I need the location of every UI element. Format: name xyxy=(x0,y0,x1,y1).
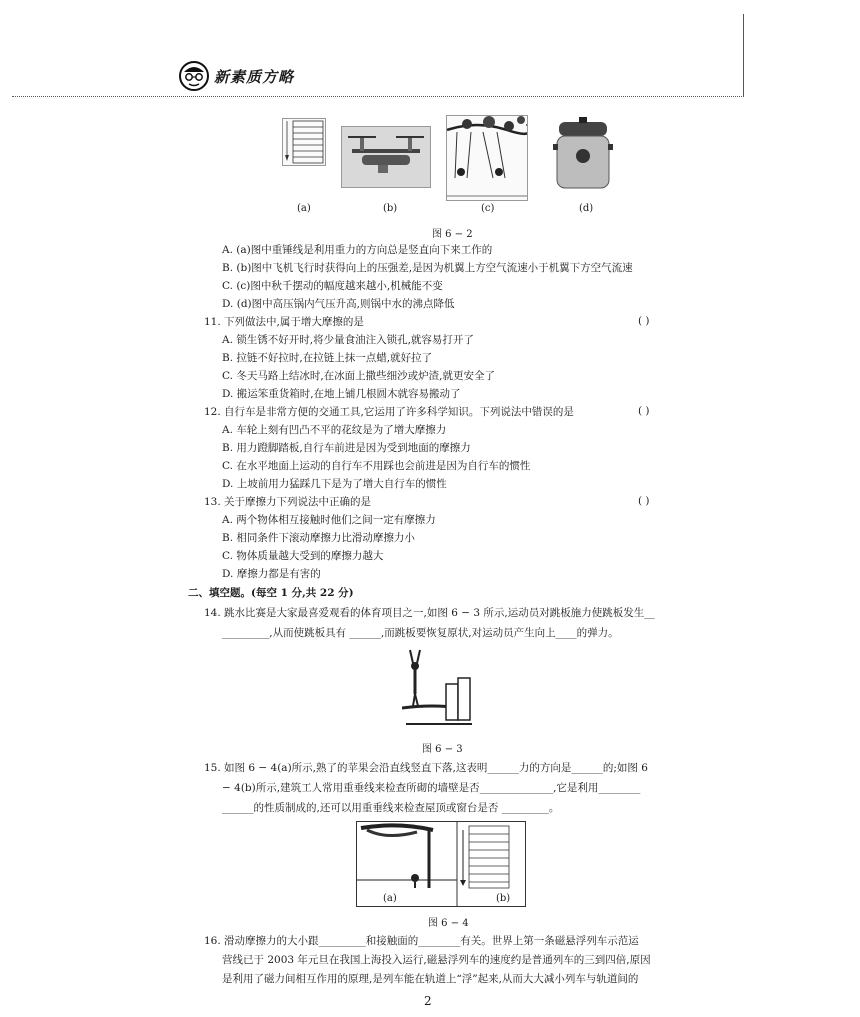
q12-answer-blank: ( ) xyxy=(638,405,650,417)
figure-6-2-a-image xyxy=(282,118,326,166)
q12-option-d: D. 上坡前用力猛踩几下是为了增大自行车的惯性 xyxy=(222,478,447,490)
q11-option-b: B. 拉链不好拉时,在拉链上抹一点蜡,就好拉了 xyxy=(222,352,433,364)
q12-option-b: B. 用力蹬脚踏板,自行车前进是因为受到地面的摩擦力 xyxy=(222,442,471,454)
q11-stem: 11. 下列做法中,属于增大摩擦的是 xyxy=(204,316,364,328)
q10-option-d: D. (d)图中高压锅内气压升高,则锅中水的沸点降低 xyxy=(222,298,455,310)
q15-line-2: − 4(b)所示,建筑工人常用重垂线来检查所砌的墙壁是否______________,它是利用________ xyxy=(222,782,641,794)
figure-6-2-caption: 图 6 − 2 xyxy=(432,229,473,240)
header-divider xyxy=(12,96,744,97)
q13-option-a: A. 两个物体相互接触时他们之间一定有摩擦力 xyxy=(222,514,436,526)
q11-option-d: D. 搬运笨重货箱时,在地上铺几根圆木就容易搬动了 xyxy=(222,388,461,400)
figure-6-4-label-b: (b) xyxy=(496,893,511,904)
brand-title: 新素质方略 xyxy=(214,67,295,86)
q12-option-a: A. 车轮上刻有凹凸不平的花纹是为了增大摩擦力 xyxy=(222,424,447,436)
figure-6-2-label-c: (c) xyxy=(481,203,495,214)
figure-6-3-image xyxy=(402,644,474,730)
figure-6-2-c-image xyxy=(446,115,528,201)
figure-6-2-d-image xyxy=(553,116,613,192)
q12-option-c: C. 在水平地面上运动的自行车不用踩也会前进是因为自行车的惯性 xyxy=(222,460,531,472)
q16-line-3: 是利用了磁力间相互作用的原理,是列车能在轨道上“浮”起来,从而大大减小列车与轨道间的 xyxy=(222,973,639,985)
mascot-icon xyxy=(178,60,210,92)
q13-option-b: B. 相同条件下滚动摩擦力比滑动摩擦力小 xyxy=(222,532,415,544)
q12-stem: 12. 自行车是非常方便的交通工具,它运用了许多科学知识。下列说法中错误的是 xyxy=(204,406,574,418)
figure-6-2-label-a: (a) xyxy=(297,203,311,214)
brand-logo xyxy=(178,60,294,92)
section-heading-fill-in: 二、填空题。(每空 1 分,共 22 分) xyxy=(188,587,354,599)
q13-answer-blank: ( ) xyxy=(638,495,650,507)
figure-6-4-caption: 图 6 − 4 xyxy=(428,918,469,929)
figure-6-2-b-image xyxy=(341,126,431,188)
figure-6-4-label-a: (a) xyxy=(383,893,397,904)
figure-6-2-label-b: (b) xyxy=(383,203,398,214)
figure-6-3-caption: 图 6 − 3 xyxy=(422,744,463,755)
q14-line-2: _________,从而使跳板具有 ______,而跳板要恢复原状,对运动员产生向上____的弹力。 xyxy=(222,627,619,639)
q10-option-a: A. (a)图中重锤线是利用重力的方向总是竖直向下来工作的 xyxy=(222,244,493,256)
q15-line-1: 15. 如图 6 − 4(a)所示,熟了的苹果会沿直线竖直下落,这表明______力的方向是______的;如图 6 xyxy=(204,762,648,774)
figure-6-2-label-d: (d) xyxy=(579,203,594,214)
q11-option-c: C. 冬天马路上结冰时,在冰面上撒些细沙或炉渣,就更安全了 xyxy=(222,370,496,382)
q13-stem: 13. 关于摩擦力下列说法中正确的是 xyxy=(204,496,372,508)
q16-line-1: 16. 滑动摩擦力的大小跟_________和接触面的________有关。世界上第一条磁悬浮列车示范运 xyxy=(204,935,639,947)
q13-option-d: D. 摩擦力都是有害的 xyxy=(222,568,321,580)
q11-option-a: A. 锁生锈不好开时,将少量食油注入锁孔,就容易打开了 xyxy=(222,334,474,346)
q16-line-2: 营线已于 2003 年元旦在我国上海投入运行,磁悬浮列车的速度约是普通列车的三到四倍,原因 xyxy=(222,954,651,966)
page-number: 2 xyxy=(424,994,432,1008)
q13-option-c: C. 物体质量越大受到的摩擦力越大 xyxy=(222,550,384,562)
header-divider-vertical xyxy=(743,14,744,96)
q10-option-c: C. (c)图中秋千摆动的幅度越来越小,机械能不变 xyxy=(222,280,443,292)
q11-answer-blank: ( ) xyxy=(638,315,650,327)
q14-line-1: 14. 跳水比赛是大家最喜爱观看的体育项目之一,如图 6 − 3 所示,运动员对跳板施力使跳板发生__ xyxy=(204,607,655,619)
q10-option-b: B. (b)图中飞机飞行时获得向上的压强差,是因为机翼上方空气流速小于机翼下方空气流速 xyxy=(222,262,633,274)
q15-line-3: ______的性质制成的,还可以用重垂线来检查屋顶或窗台是否 _________。 xyxy=(222,802,560,814)
